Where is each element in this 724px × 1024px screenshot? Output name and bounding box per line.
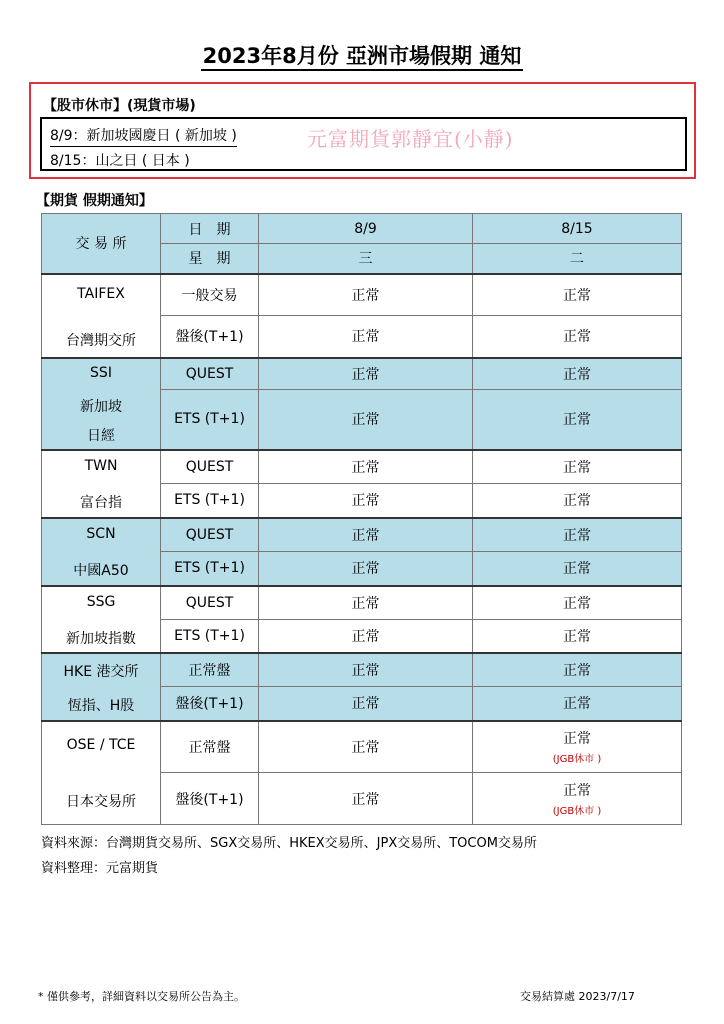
session-cell: 正常盤 bbox=[161, 653, 259, 687]
header-exchange: 交 易 所 bbox=[42, 214, 161, 274]
status-cell: 正常 bbox=[259, 274, 473, 316]
exchange-name: HKE 港交所 bbox=[63, 663, 139, 680]
session-cell: ETS (T+1) bbox=[161, 484, 259, 518]
header-date-1: 8/9 bbox=[259, 214, 473, 244]
table-row bbox=[42, 721, 682, 773]
status-cell: 正常 bbox=[259, 586, 473, 620]
exchange-subname: 日本交易所 bbox=[66, 793, 136, 810]
status-cell: 正常 bbox=[259, 687, 473, 721]
session-cell: 盤後(T+1) bbox=[161, 687, 259, 721]
watermark-text: 元富期貨郭靜宜(小靜) bbox=[307, 127, 514, 151]
session-cell: 正常盤 bbox=[161, 721, 259, 773]
session-cell: ETS (T+1) bbox=[161, 552, 259, 586]
status-cell-with-note bbox=[473, 721, 682, 773]
exchange-ssi bbox=[42, 358, 161, 450]
header-weekday-2: 二 bbox=[473, 244, 682, 274]
header-date-label: 日 期 bbox=[161, 214, 259, 244]
status-cell: 正常 bbox=[259, 450, 473, 484]
session-cell: QUEST bbox=[161, 358, 259, 390]
header-weekday-1: 三 bbox=[259, 244, 473, 274]
status-cell: 正常 bbox=[473, 316, 682, 358]
status-text: 正常 bbox=[563, 783, 591, 799]
status-cell: 正常 bbox=[259, 773, 473, 825]
table-row bbox=[42, 358, 682, 390]
status-cell: 正常 bbox=[259, 484, 473, 518]
status-cell: 正常 bbox=[473, 274, 682, 316]
status-cell: 正常 bbox=[473, 552, 682, 586]
closure-line-japan: 8/15：山之日 ( 日本 ) bbox=[50, 153, 190, 169]
stock-closure-heading: 【股市休市】(現貨市場) bbox=[43, 98, 196, 114]
exchange-name: OSE / TCE bbox=[66, 736, 136, 753]
exchange-name: TAIFEX bbox=[77, 285, 125, 302]
exchange-name: SSI bbox=[90, 364, 112, 381]
status-cell: 正常 bbox=[473, 586, 682, 620]
stock-closure-box bbox=[29, 82, 696, 179]
session-cell: QUEST bbox=[161, 518, 259, 552]
exchange-ose-tce bbox=[42, 721, 161, 825]
status-cell: 正常 bbox=[259, 518, 473, 552]
data-compiler: 資料整理：元富期貨 bbox=[41, 861, 159, 876]
status-cell: 正常 bbox=[473, 358, 682, 390]
exchange-name: SSG bbox=[86, 593, 116, 610]
exchange-subname: 恆指、H股 bbox=[67, 697, 135, 714]
status-cell: 正常 bbox=[473, 390, 682, 450]
department-date: 交易結算處 2023/7/17 bbox=[520, 990, 635, 1003]
status-cell: 正常 bbox=[259, 620, 473, 653]
exchange-subname: 中國A50 bbox=[73, 562, 129, 579]
title-text: 2023年8月份 亞洲市場假期 通知 bbox=[201, 44, 524, 71]
page-title bbox=[0, 40, 724, 70]
jgb-closed-note: (JGB休市 ) bbox=[552, 806, 602, 817]
exchange-name: SCN bbox=[86, 525, 116, 542]
session-cell: QUEST bbox=[161, 586, 259, 620]
stock-closure-list bbox=[40, 117, 687, 171]
table-row bbox=[42, 518, 682, 552]
session-cell: ETS (T+1) bbox=[161, 390, 259, 450]
exchange-subname: 日經 bbox=[87, 427, 115, 444]
jgb-closed-note: (JGB休市 ) bbox=[552, 754, 602, 766]
status-cell-with-note bbox=[473, 773, 682, 825]
header-date-2: 8/15 bbox=[473, 214, 682, 244]
exchange-subname: 富台指 bbox=[80, 494, 122, 511]
status-cell: 正常 bbox=[259, 358, 473, 390]
table-row bbox=[42, 586, 682, 620]
exchange-twn bbox=[42, 450, 161, 518]
exchange-subname: 新加坡 bbox=[80, 398, 122, 415]
table-row bbox=[42, 653, 682, 687]
session-cell: ETS (T+1) bbox=[161, 620, 259, 653]
futures-heading: 【期貨 假期通知】 bbox=[36, 193, 153, 209]
table-row bbox=[42, 450, 682, 484]
exchange-ssg bbox=[42, 586, 161, 653]
status-cell: 正常 bbox=[473, 687, 682, 721]
status-cell: 正常 bbox=[259, 390, 473, 450]
exchange-name: TWN bbox=[84, 457, 118, 474]
exchange-hke bbox=[42, 653, 161, 721]
header-row-date bbox=[42, 214, 682, 244]
closure-line-singapore: 8/9：新加坡國慶日 ( 新加坡 ) bbox=[50, 125, 237, 147]
exchange-scn bbox=[42, 518, 161, 586]
status-cell: 正常 bbox=[473, 450, 682, 484]
exchange-taifex bbox=[42, 274, 161, 358]
status-cell: 正常 bbox=[259, 653, 473, 687]
table-row bbox=[42, 274, 682, 316]
status-cell: 正常 bbox=[473, 653, 682, 687]
session-cell: 盤後(T+1) bbox=[161, 316, 259, 358]
session-cell: QUEST bbox=[161, 450, 259, 484]
status-text: 正常 bbox=[563, 731, 591, 748]
session-cell: 盤後(T+1) bbox=[161, 773, 259, 825]
status-cell: 正常 bbox=[473, 518, 682, 552]
holiday-table bbox=[41, 213, 682, 825]
disclaimer: * 僅供參考，詳細資料以交易所公告為主。 bbox=[38, 990, 245, 1003]
header-weekday-label: 星 期 bbox=[161, 244, 259, 274]
status-cell: 正常 bbox=[259, 316, 473, 358]
status-cell: 正常 bbox=[259, 721, 473, 773]
exchange-subname: 新加坡指數 bbox=[66, 630, 136, 647]
status-cell: 正常 bbox=[259, 552, 473, 586]
session-cell: 一般交易 bbox=[161, 274, 259, 316]
status-cell: 正常 bbox=[473, 484, 682, 518]
status-cell: 正常 bbox=[473, 620, 682, 653]
exchange-subname: 台灣期交所 bbox=[66, 332, 136, 349]
data-source: 資料來源：台灣期貨交易所、SGX交易所、HKEX交易所、JPX交易所、TOCOM交易所 bbox=[41, 836, 537, 851]
